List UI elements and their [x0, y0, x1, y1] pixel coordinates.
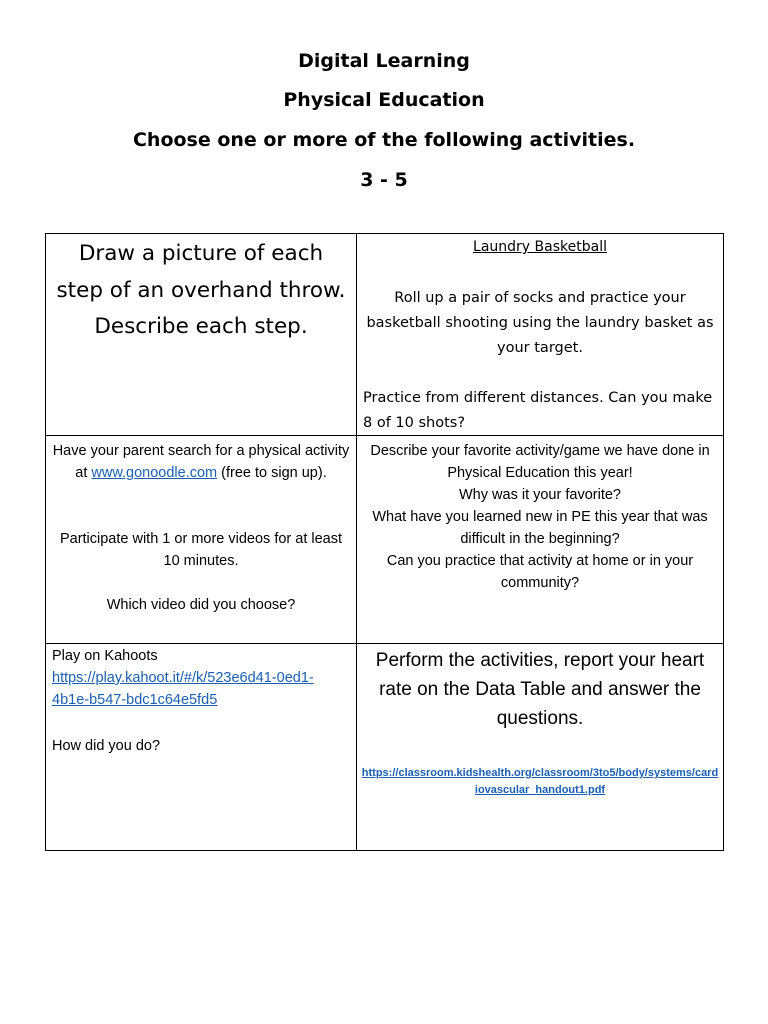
activity-cell-heart-rate — [356, 643, 724, 851]
title-physical-education: Physical Education — [283, 89, 485, 111]
kahoot-question: How did you do? — [52, 738, 161, 754]
activity-cell-kahoot — [45, 643, 357, 851]
favorite-line-3: What have you learned new in PE this year that was difficult in the beginning? — [372, 509, 708, 547]
kahoot-link[interactable]: https://play.kahoot.it/#/k/523e6d41-0ed1-4b1e-b547-bdc1c64e5fd5 — [52, 670, 314, 708]
kidshealth-link-wrap — [361, 765, 719, 799]
favorite-line-2: Why was it your favorite? — [459, 487, 621, 503]
gonoodle-text-after: (free to sign up). — [217, 465, 327, 481]
kidshealth-link[interactable]: https://classroom.kidshealth.org/classroom/3to5/body/systems/cardiovascular_handout1.pdf — [361, 767, 719, 796]
laundry-basketball-instructions: Roll up a pair of socks and practice your basketball shooting using the laundry basket as your target. — [366, 290, 714, 356]
favorite-line-1: Describe your favorite activity/game we have done in Physical Education this year! — [370, 443, 710, 481]
activity-cell-favorite — [356, 435, 724, 644]
gonoodle-question: Which video did you choose? — [106, 597, 296, 613]
gonoodle-search-text — [52, 440, 350, 484]
gonoodle-participate-text: Participate with 1 or more videos for at least 10 minutes. — [59, 531, 343, 569]
draw-activity-text: Draw a picture of each step of an overhand throw. Describe each step. — [56, 241, 346, 339]
heart-rate-instructions: Perform the activities, report your heart rate on the Data Table and answer the questions. — [375, 650, 705, 729]
kahoot-content — [52, 645, 350, 711]
kahoot-title: Play on Kahoots — [52, 648, 158, 664]
favorite-activity-text — [361, 440, 719, 594]
title-digital-learning: Digital Learning — [298, 50, 470, 72]
instructions-heading: Choose one or more of the following activities. — [132, 129, 636, 151]
activity-cell-gonoodle — [45, 435, 357, 644]
activity-cell-draw — [45, 233, 357, 436]
activity-cell-laundry-basketball — [356, 233, 724, 436]
laundry-basketball-title: Laundry Basketball — [473, 239, 607, 255]
gonoodle-link[interactable]: www.gonoodle.com — [91, 465, 218, 481]
grade-range: 3 - 5 — [360, 169, 408, 191]
favorite-line-4: Can you practice that activity at home or in your community? — [386, 553, 694, 591]
laundry-basketball-practice: Practice from different distances. Can you make 8 of 10 shots? — [363, 390, 713, 431]
gonoodle-text-before: Have your parent search for a physical activity at — [52, 443, 350, 481]
